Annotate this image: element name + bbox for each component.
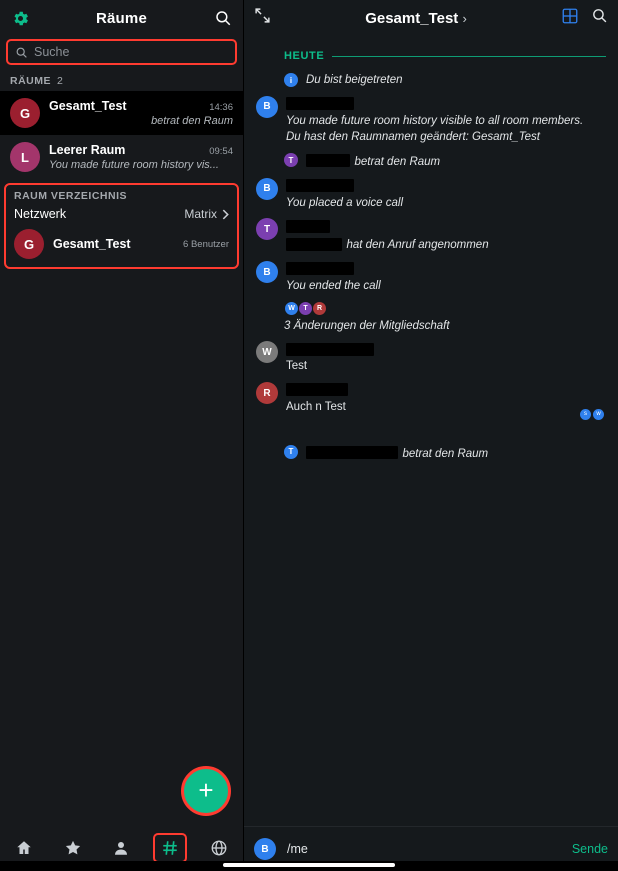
redacted-sender [286,262,354,275]
room-view [244,0,618,871]
event-text: You ended the call [286,280,381,293]
avatar: T [284,445,298,459]
timeline-event [256,95,606,146]
avatar: B [256,261,278,283]
avatar: T [256,218,278,240]
event-text: hat den Anruf angenommen [346,239,489,252]
message-text: Test [286,360,308,373]
room-name: Gesamt_Test [49,99,127,113]
room-directory-section [4,183,239,269]
timeline-event[interactable] [284,301,606,335]
grid-icon[interactable] [561,7,579,30]
tab-communities[interactable] [202,833,236,863]
avatar-initial: G [19,105,31,121]
room-title-text: Gesamt_Test [365,9,459,27]
directory-label: RAUM VERZEICHNIS [14,190,128,202]
message-timeline[interactable] [244,36,618,826]
timeline-event [256,381,606,416]
timeline-event [284,444,606,463]
add-room-button[interactable] [181,766,231,816]
avatar [10,98,40,128]
timeline-event [256,260,606,295]
globe-icon [210,839,228,857]
room-item-body [49,143,233,171]
event-text: betrat den Raum [402,447,489,460]
home-icon [15,839,33,857]
event-text: 3 Änderungen der Mitgliedschaft [284,319,450,332]
tab-people[interactable] [104,833,138,863]
avatar: T [284,153,298,167]
chevron-right-icon [222,209,229,220]
redacted-sender [286,220,330,233]
avatar-initial: L [21,149,29,165]
home-indicator-pill [223,863,395,867]
room-timestamp: 14:36 [209,102,233,113]
room-member-count: 6 Benutzer [183,238,229,250]
rooms-section-count: 2 [57,75,64,87]
redacted-name [286,238,342,251]
search-box[interactable] [6,39,237,65]
gear-icon[interactable] [10,8,30,28]
avatar: B [256,96,278,118]
message-input[interactable] [285,841,563,857]
avatar: W [256,341,278,363]
plus-icon: + [198,774,214,805]
timeline-event [284,72,606,89]
room-header [244,0,618,36]
room-name: Gesamt_Test [53,237,131,251]
room-title[interactable] [283,10,549,27]
avatar: R [312,301,327,316]
page-title: Räume [95,9,148,27]
directory-room-item[interactable] [6,227,237,263]
room-list-item-gesamt-test[interactable] [0,91,243,135]
room-preview: betrat den Raum [151,115,233,127]
date-separator [284,50,606,62]
search-input[interactable] [28,44,228,60]
avatar: B [256,178,278,200]
timeline-event [256,177,606,212]
redacted-sender [306,154,350,167]
avatar: T [298,301,313,316]
search-icon[interactable] [213,8,233,28]
redacted-sender [306,446,398,459]
event-text: You placed a voice call [286,196,403,209]
search-icon[interactable] [591,7,608,29]
tab-home[interactable] [7,833,41,863]
room-list-item-leerer-raum[interactable] [0,135,243,179]
avatar [10,142,40,172]
redacted-sender [286,97,354,110]
timeline-event [256,217,606,254]
search-icon [15,46,28,59]
event-text: Du hast den Raumnamen geändert: Gesamt_Test [286,131,540,144]
avatar: W [284,301,299,316]
room-timestamp: 09:54 [209,146,233,157]
expand-icon[interactable] [254,7,271,29]
date-separator-label: HEUTE [284,50,325,62]
avatar [14,229,44,259]
membership-avatars [284,301,606,316]
redacted-sender [286,343,374,356]
redacted-sender [286,383,348,396]
avatar: i [284,73,298,87]
star-icon [64,839,82,857]
rooms-section-header [0,71,243,91]
directory-network-row[interactable] [6,205,237,227]
tab-favourites[interactable] [56,833,90,863]
timeline-event [284,152,606,171]
event-text: You made future room history visible to all room members. [286,114,584,127]
directory-network-value: Matrix [184,207,217,221]
rooms-sidebar [0,0,244,871]
room-name: Leerer Raum [49,143,126,157]
person-icon [112,839,130,857]
redacted-sender [286,179,354,192]
message-text: Auch n Test [286,401,346,414]
avatar: s [580,409,591,420]
read-receipts [580,409,604,420]
home-indicator [0,861,618,871]
directory-network-label: Netzwerk [14,207,67,221]
sidebar-header [0,0,243,36]
avatar-initial: G [23,236,35,252]
rooms-section-label: RÄUME [10,75,51,87]
chevron-right-icon: › [462,10,467,26]
event-text: Du bist beigetreten [306,74,403,86]
timeline-event [256,340,606,375]
avatar: R [256,382,278,404]
send-button[interactable]: Sende [571,842,608,856]
hash-icon [161,839,179,857]
avatar: w [593,409,604,420]
room-preview: You made future room history vis... [49,159,219,171]
room-item-body [49,99,233,127]
event-text: betrat den Raum [354,156,441,169]
date-separator-line [332,56,606,57]
avatar: B [254,838,276,860]
tab-rooms[interactable] [153,833,187,863]
